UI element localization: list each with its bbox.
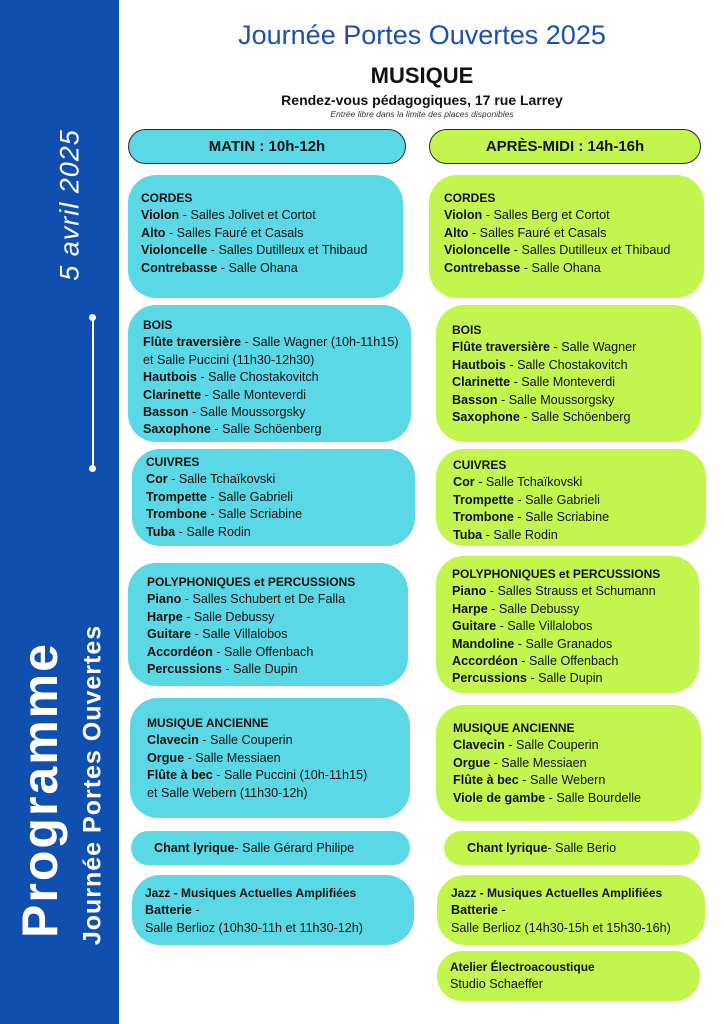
instrument-row — [146, 506, 405, 523]
timeline-dot-bottom — [89, 465, 96, 472]
instrument-row — [452, 339, 691, 356]
instrument-name: Guitare — [147, 627, 192, 642]
chant-room: - Salle Gérard Philipe — [234, 841, 355, 855]
instrument-row — [452, 583, 689, 600]
instrument-name: Trompette — [146, 489, 207, 504]
instrument-name: Saxophone — [143, 422, 211, 437]
room-info: et Salle Puccini (11h30-12h30) — [143, 352, 315, 367]
instrument-row — [453, 492, 696, 509]
room-info: Studio Schaeffer — [450, 977, 543, 992]
instrument-name: Harpe — [147, 609, 183, 624]
instrument-row — [143, 387, 401, 404]
instrument-row — [451, 902, 695, 919]
instrument-row — [451, 920, 695, 937]
room-info: - Salle Ohana — [520, 260, 601, 275]
instrument-name: Flûte traversière — [143, 335, 242, 350]
instrument-row — [147, 767, 400, 784]
instrument-row — [147, 609, 398, 626]
afternoon-poly-card — [436, 556, 699, 693]
instrument-name: Cor — [453, 475, 475, 490]
room-info: - Salle Chostakovitch — [505, 357, 628, 372]
room-info: - Salle Wagner — [550, 340, 637, 355]
instrument-row — [143, 404, 401, 421]
instrument-row — [147, 644, 398, 661]
instrument-row — [145, 902, 404, 919]
afternoon-ancienne-card — [436, 705, 701, 821]
room-info: - Salle Dupin — [221, 662, 298, 677]
room-info: - Salle Wagner (10h-11h15) — [241, 335, 399, 350]
afternoon-electro-card — [437, 951, 700, 1001]
instrument-name: Basson — [143, 405, 189, 420]
room-info: - Salle Offenbach — [212, 644, 314, 659]
room-info: - Salle Messiaen — [184, 750, 281, 765]
room-info: - Salle Scriabine — [513, 510, 610, 525]
room-info: - Salle Bourdelle — [545, 790, 642, 805]
morning-ancienne-card — [130, 698, 410, 818]
instrument-name: Trompette — [453, 492, 514, 507]
instrument-row — [147, 661, 398, 678]
room-info: - — [497, 903, 506, 918]
instrument-row — [143, 352, 401, 369]
instrument-name: Saxophone — [452, 410, 520, 425]
instrument-name: Piano — [452, 584, 487, 599]
section-title: CORDES — [141, 191, 193, 205]
instrument-name: Alto — [444, 225, 469, 240]
room-info: - Salles Dutilleux et Thibaud — [510, 243, 671, 258]
chant-room: - Salle Berio — [547, 841, 617, 855]
room-info: - Salle Messiaen — [490, 755, 587, 770]
programme-heading: Programme — [12, 642, 68, 938]
instrument-row — [452, 374, 691, 391]
room-info: - Salle Couperin — [504, 738, 599, 753]
instrument-name: Orgue — [147, 750, 185, 765]
section-title: CUIVRES — [146, 455, 200, 469]
room-info: - Salles Strauss et Schumann — [486, 584, 656, 599]
instrument-name: Alto — [141, 225, 166, 240]
room-info: Salle Berlioz (10h30-11h et 11h30-12h) — [145, 920, 363, 935]
instrument-name: Contrebasse — [141, 260, 218, 275]
morning-poly-card — [128, 563, 408, 686]
instrument-name: Clarinette — [143, 387, 202, 402]
room-info: et Salle Webern (11h30-12h) — [147, 785, 308, 800]
room-info: - — [191, 903, 200, 918]
section-title: CUIVRES — [453, 458, 507, 472]
instrument-row — [147, 591, 398, 608]
instrument-name: Hautbois — [143, 370, 197, 385]
entry-note: Entrée libre dans la limite des places disponibles — [330, 109, 514, 119]
programme-subtitle: Journée Portes Ouvertes — [78, 624, 107, 946]
room-info: - Salle Moussorgsky — [497, 392, 615, 407]
instrument-row — [453, 755, 691, 772]
section-title: BOIS — [143, 318, 173, 332]
section-title: CORDES — [444, 191, 496, 205]
instrument-row — [452, 636, 689, 653]
room-info: - Salle Tchaïkovski — [474, 475, 583, 490]
instrument-name: Flûte à bec — [147, 768, 213, 783]
instrument-row — [453, 790, 691, 807]
instrument-row — [453, 474, 696, 491]
room-info: - Salle Granados — [514, 636, 613, 651]
room-info: - Salles Fauré et Casals — [165, 225, 304, 240]
section-title: POLYPHONIQUES et PERCUSSIONS — [452, 567, 661, 581]
instrument-name: Trombone — [146, 507, 207, 522]
instrument-name: Violoncelle — [444, 243, 511, 258]
room-info: - Salle Monteverdi — [510, 375, 616, 390]
instrument-name: Batterie — [451, 903, 498, 918]
instrument-name: Orgue — [453, 755, 491, 770]
instrument-name: Flûte traversière — [452, 340, 551, 355]
instrument-name: Clavecin — [147, 733, 199, 748]
instrument-row — [453, 527, 696, 544]
instrument-name: Trombone — [453, 510, 514, 525]
instrument-name: Violoncelle — [141, 243, 208, 258]
section-title: Jazz - Musiques Actuelles Amplifiées — [451, 886, 663, 900]
instrument-name: Guitare — [452, 619, 497, 634]
instrument-row — [141, 225, 393, 242]
instrument-name: Mandoline — [452, 636, 515, 651]
instrument-name: Harpe — [452, 601, 488, 616]
instrument-name: Basson — [452, 392, 498, 407]
section-title: Atelier Électroacoustique — [450, 960, 595, 974]
venue-address: Rendez-vous pédagogiques, 17 rue Larrey — [281, 92, 563, 108]
room-info: - Salle Schöenberg — [519, 410, 631, 425]
instrument-row — [452, 392, 691, 409]
instrument-name: Violon — [444, 208, 483, 223]
morning-jazz-card — [132, 875, 414, 945]
instrument-row — [146, 489, 405, 506]
room-info: - Salle Villalobos — [191, 627, 288, 642]
room-info: Salle Berlioz (14h30-15h et 15h30-16h) — [451, 920, 671, 935]
morning-cordes-card — [128, 175, 403, 298]
section-title: POLYPHONIQUES et PERCUSSIONS — [147, 575, 356, 589]
room-info: - Salle Chostakovitch — [196, 370, 319, 385]
instrument-row — [147, 626, 398, 643]
instrument-row — [147, 732, 400, 749]
room-info: - Salle Gabrieli — [513, 492, 600, 507]
instrument-name: Clarinette — [452, 375, 511, 390]
room-info: - Salle Dupin — [526, 671, 603, 686]
instrument-row — [452, 618, 689, 635]
room-info: - Salle Couperin — [198, 733, 293, 748]
instrument-name: Tuba — [453, 527, 483, 542]
instrument-row — [444, 260, 694, 277]
chant-name: Chant lyrique — [467, 841, 548, 855]
instrument-name: Percussions — [147, 662, 222, 677]
section-title: MUSIQUE ANCIENNE — [147, 716, 269, 730]
instrument-name: Flûte à bec — [453, 773, 519, 788]
afternoon-header: APRÈS-MIDI : 14h-16h — [429, 129, 701, 164]
room-info: - Salle Monteverdi — [201, 387, 307, 402]
instrument-row — [146, 524, 405, 541]
instrument-name: Piano — [147, 592, 182, 607]
instrument-row — [444, 242, 694, 259]
instrument-name: Violon — [141, 208, 180, 223]
instrument-row — [141, 207, 393, 224]
instrument-name: Clavecin — [453, 738, 505, 753]
room-info: - Salles Fauré et Casals — [468, 225, 607, 240]
room-info: - Salle Rodin — [482, 527, 558, 542]
room-info: - Salles Schubert et De Falla — [181, 592, 346, 607]
instrument-row — [147, 750, 400, 767]
page-title: Journée Portes Ouvertes 2025 — [238, 20, 606, 50]
afternoon-bois-card — [436, 305, 701, 442]
section-title: Jazz - Musiques Actuelles Amplifiées — [145, 886, 357, 900]
afternoon-cuivres-card — [436, 449, 706, 546]
room-info: - Salle Puccini (10h-11h15) — [212, 768, 368, 783]
instrument-name: Viole de gambe — [453, 790, 546, 805]
room-info: - Salle Schöenberg — [210, 422, 322, 437]
instrument-row — [143, 421, 401, 438]
room-info: - Salle Offenbach — [517, 654, 619, 669]
instrument-name: Batterie — [145, 903, 192, 918]
morning-bois-card — [128, 305, 411, 442]
instrument-name: Contrebasse — [444, 260, 521, 275]
instrument-row — [452, 653, 689, 670]
room-info: - Salles Berg et Cortot — [482, 208, 610, 223]
instrument-name: Percussions — [452, 671, 527, 686]
morning-chant-pill — [131, 831, 410, 865]
instrument-row — [147, 785, 400, 802]
section-title: BOIS — [452, 323, 482, 337]
room-info: - Salle Villalobos — [496, 619, 593, 634]
instrument-row — [143, 334, 401, 351]
instrument-name: Accordéon — [147, 644, 213, 659]
instrument-row — [452, 409, 691, 426]
chant-name: Chant lyrique — [154, 841, 235, 855]
afternoon-chant-pill — [444, 831, 700, 865]
instrument-row — [145, 920, 404, 937]
room-info: - Salle Debussy — [487, 601, 580, 616]
morning-header: MATIN : 10h-12h — [128, 129, 406, 164]
section-title: MUSIQUE ANCIENNE — [453, 721, 575, 735]
timeline-line — [92, 318, 94, 468]
event-date: 5 avril 2025 — [54, 129, 85, 281]
instrument-name: Accordéon — [452, 654, 518, 669]
room-info: - Salle Scriabine — [206, 507, 303, 522]
room-info: - Salle Rodin — [175, 524, 251, 539]
instrument-row — [453, 737, 691, 754]
instrument-row — [141, 260, 393, 277]
instrument-row — [444, 225, 694, 242]
subject-title: MUSIQUE — [370, 63, 474, 88]
instrument-name: Hautbois — [452, 357, 506, 372]
room-info: - Salle Tchaïkovski — [167, 472, 276, 487]
room-info: - Salle Webern — [518, 773, 606, 788]
room-info: - Salle Moussorgsky — [188, 405, 306, 420]
afternoon-cordes-card — [429, 175, 704, 298]
afternoon-jazz-card — [437, 875, 705, 945]
instrument-name: Cor — [146, 472, 168, 487]
instrument-row — [453, 772, 691, 789]
sidebar — [0, 0, 119, 1024]
instrument-row — [450, 976, 690, 993]
room-info: - Salle Ohana — [217, 260, 298, 275]
instrument-row — [146, 471, 405, 488]
instrument-row — [444, 207, 694, 224]
morning-cuivres-card — [132, 449, 415, 546]
instrument-name: Tuba — [146, 524, 176, 539]
room-info: - Salle Debussy — [182, 609, 275, 624]
instrument-row — [452, 670, 689, 687]
room-info: - Salle Gabrieli — [206, 489, 293, 504]
room-info: - Salles Jolivet et Cortot — [179, 208, 316, 223]
room-info: - Salles Dutilleux et Thibaud — [207, 243, 368, 258]
instrument-row — [453, 509, 696, 526]
instrument-row — [143, 369, 401, 386]
instrument-row — [452, 357, 691, 374]
instrument-row — [452, 601, 689, 618]
instrument-row — [141, 242, 393, 259]
